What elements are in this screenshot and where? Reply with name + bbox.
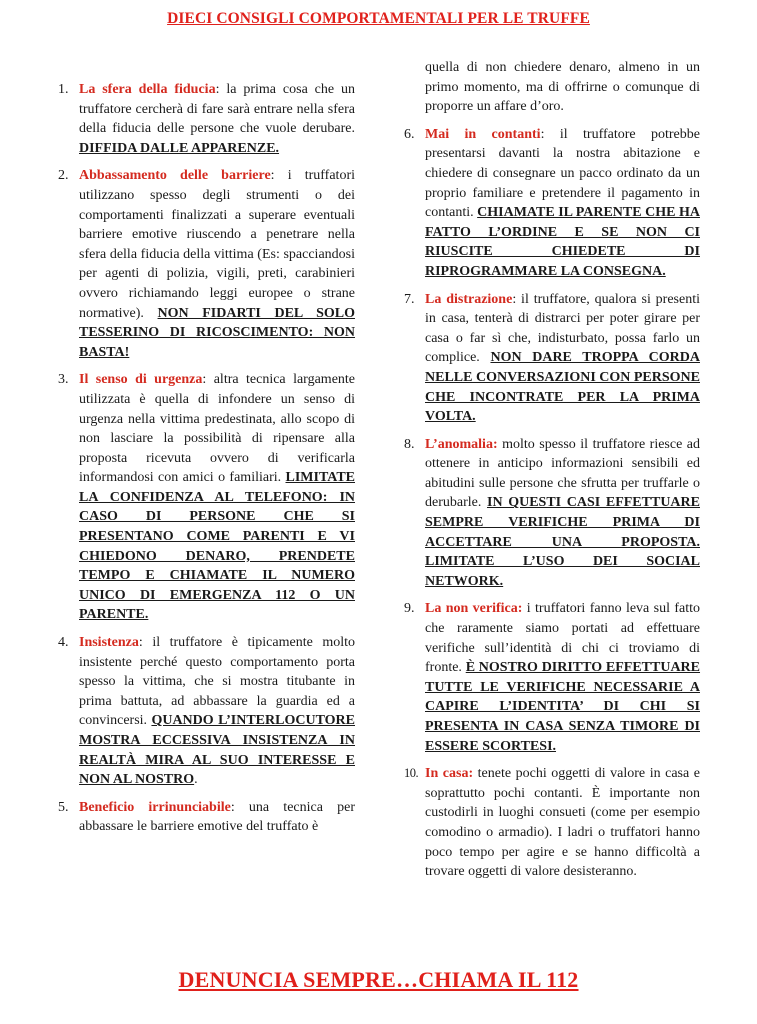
item-text — [425, 290, 700, 427]
item-text — [79, 633, 355, 790]
item-body: : altra tecnica largamente utilizzata è quella di infondere un senso di urgenza nella vittima predestinata, allo scopo di non lasciare la possibilità di ripensare alla proposta ricevuta ovvero di verificarla informandosi con amici o familiari. — [79, 372, 356, 486]
item-warning: È NOSTRO DIRITTO EFFETTUARE TUTTE LE VERIFICHE NECESSARIE A CAPIRE L’IDENTITA’ DI CHI SI PRESENTA IN CASA SENZA TIMORE DI ESSERE SCORTESI. — [425, 660, 701, 754]
item-body: i truffatori fanno leva sul fatto che raramente siamo portati ad effettuare verifiche sull’identità di chi ci troviamo di fronte. — [425, 601, 700, 676]
item-warning: NON FIDARTI DEL SOLO TESSERINO DI RICOSCIMENTO: NON BASTA! — [79, 305, 355, 360]
item-warning: DIFFIDA DALLE APPARENZE. — [79, 140, 280, 156]
item-number: 8. — [404, 436, 415, 452]
item-body: : i truffatori utilizzano spesso degli strumenti o dei comportamenti finalizzati a superare eventuali barriere emotive riuscendo a penetrare nella sfera della fiducia della vittima (Es: spacciandosi per agenti di polizia, vigili, preti, carabinieri ovvero richiamando leggi europee o strane normative). — [79, 168, 356, 321]
item-text — [425, 125, 700, 282]
item-text — [79, 798, 355, 837]
item-warning: NON DARE TROPPA CORDA NELLE CONVERSAZIONI CON PERSONE CHE INCONTRATE PER LA PRIMA VOLTA. — [425, 350, 700, 425]
item-number: 5. — [58, 799, 69, 815]
item-keyword: Mai in contanti — [425, 126, 541, 142]
list-item — [58, 370, 355, 625]
item-text — [79, 370, 355, 625]
item-warning: CHIAMATE IL PARENTE CHE HA FATTO L’ORDINE E SE NON CI RIUSCITE CHIEDETE DI RIPROGRAMMARE LA CONSEGNA. — [425, 205, 700, 279]
item-body: : la prima cosa che un truffatore cercherà di fare sarà entrare nella sfera della fiducia delle persone che vuole derubare. — [79, 82, 356, 137]
item-number: 6. — [404, 126, 415, 142]
list-item — [404, 290, 700, 427]
footer-call-to-action: DENUNCIA SEMPRE…CHIAMA IL 112 — [178, 967, 579, 992]
item-tail: . — [194, 772, 198, 788]
item-body: : il truffatore potrebbe presentarsi davanti la nostra abitazione e chiedere di consegnare un pacco ordinato da un proprio familiare e pretendere il pagamento in contanti. — [425, 126, 700, 221]
item-keyword: Abbassamento delle barriere — [79, 168, 271, 184]
list-item — [58, 798, 355, 837]
item-body: : una tecnica per abbassare le barriere emotive del truffato è — [79, 799, 355, 835]
item-keyword: La non verifica: — [425, 601, 523, 617]
item-number: 3. — [58, 372, 69, 388]
item-number: 9. — [404, 601, 415, 617]
list-item — [404, 435, 700, 592]
item-body: tenete pochi oggetti di valore in casa e soprattutto pochi contanti. È importante non custodirli in luoghi consueti (come per esempio comodino o armadio). I ladri o truffatori hanno poco tempo per agire e se hanno difficoltà a trovare oggetti di valore desisteranno. — [425, 766, 700, 880]
list-item — [58, 633, 355, 790]
item-text — [79, 166, 355, 362]
item-number: 7. — [404, 291, 415, 307]
item-text — [425, 764, 700, 882]
list-item — [404, 599, 700, 756]
item-body: : il truffatore, qualora si presenti in casa, tenterà di distrarci per poter girare per casa o far sì che, indisturbato, possa farlo un complice. — [425, 291, 701, 366]
item-keyword: Insistenza — [79, 635, 139, 651]
item-number: 4. — [58, 635, 69, 651]
item-text — [79, 80, 355, 158]
item-keyword: La sfera della fiducia — [79, 82, 216, 97]
item-text — [425, 599, 700, 756]
item-keyword: In casa: — [425, 766, 474, 782]
left-column — [58, 80, 355, 845]
list-item — [404, 125, 700, 282]
item-number: 1. — [58, 82, 69, 97]
item-continuation: quella di non chiedere denaro, almeno in un primo momento, ma di offrirne o comunque di proporre un affare d’oro. — [425, 60, 700, 115]
item-text — [425, 435, 700, 592]
right-column — [404, 58, 700, 890]
item-keyword: Il senso di urgenza — [79, 372, 203, 388]
item-body: molto spesso il truffatore riesce ad ottenere in anticipo informazioni sensibili ed abitudini sulle persone che sfrutta per truffarle o derubarle. — [425, 436, 700, 511]
item-number: 10. — [404, 766, 419, 781]
item-keyword: L’anomalia: — [425, 436, 498, 452]
item-number: 2. — [58, 168, 69, 184]
page-title: DIECI CONSIGLI COMPORTAMENTALI PER LE TRUFFE — [167, 10, 590, 27]
item-keyword: Beneficio irrinunciabile — [79, 799, 231, 815]
list-item — [404, 764, 700, 882]
item-keyword: La distrazione — [425, 291, 513, 307]
item-warning: LIMITATE LA CONFIDENZA AL TELEFONO: IN CASO DI PERSONE CHE SI PRESENTANO COME PARENTI E VI CHIEDONO DENARO, PRENDETE TEMPO E CHIAMATE IL NUMERO UNICO DI EMERGENZA 112 O UN PARENTE. — [79, 470, 355, 623]
item-warning: QUANDO L’INTERLOCUTORE MOSTRA ECCESSIVA INSISTENZA IN REALTÀ MIRA AL SUO INTERESSE E NON AL NOSTRO — [79, 713, 355, 788]
list-item — [58, 166, 355, 362]
list-item — [58, 80, 355, 158]
item-warning: IN QUESTI CASI EFFETTUARE SEMPRE VERIFICHE PRIMA DI ACCETTARE UNA PROPOSTA. LIMITATE L’USO DEI SOCIAL NETWORK. — [425, 495, 700, 589]
item-body: : il truffatore è tipicamente molto insistente perché questo comportamento porta spesso la vittima, che si mostra titubante in prima battuta, ad abbassare la guardia ed a convincersi. — [79, 635, 355, 729]
